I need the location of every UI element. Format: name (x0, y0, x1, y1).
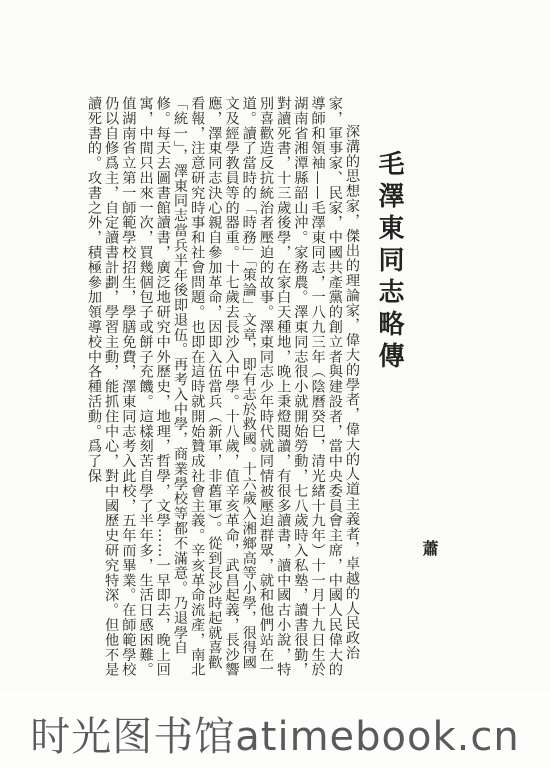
author-name: 蕭 (420, 540, 439, 556)
body-paragraph: 深溝的思想家，傑出的理論家，偉大的學者，偉大的人道主義者，卓越的人民政治家，軍事家、民家，中國共產黨的創立者與建設者，當中央委員會主席，中國人民偉大的導師和領袖——毛澤東同志，一八九三年（陰曆癸巳，清光緒十九年）十一月十九日生於湖南省湘潭縣韶山沖。家務農。澤東同志很小就開始勞動，七八歲時入私塾，讀書很勤，對讀死書，十三歲後學，在家白天種地，晚上秉燈閱讀，有很多讀書，讀中國古小說，特別喜歡造反抗統治者壓迫的故事。澤東同志少年時代就同情被壓迫群眾，就和他們站在一道。讀了當時的「時務」「策論」文章，即有志於救國。十六歲入湘鄉高等小學，很得國文及經學教員等的器重。十七歲去長沙入中學。十八歲，值辛亥革命，武昌起義，長沙響應，澤東同志決心親自參加革命，因即入伍當兵（新軍，非舊軍）。從到長沙時起就喜歡看報，注意研究時事和社會問題。也即在這時就開始贊成社會主義。辛亥革命流產，南北「統一」，澤東同志當兵半年後即退伍。再考入中學，商業學校等都不滿意。乃退學自修。每天去圖書館讀書，廣泛地研究中外歷史，地理，哲學，文學……一早即去，晚上回寓，中間只出來一次，買幾個包子或餅子充饑。這樣刻苦自學了半年多，生活日感困難。值湖南省立第一師範學校招生，學膳免費，澤東同志考入此校，五年而畢業。在師範學校仍以自修爲主，自定讀書計劃，學習主動，能抓住中心，對中國歷史研究特深。但他不是讀死書的。攻書之外，積極參加領導校中各種活動。爲了保 (85, 96, 360, 678)
watermark-banner: 时光图书馆atimebook.cn (30, 713, 520, 760)
article-title: 毛澤東同志略傳 (374, 150, 404, 374)
article-body (85, 96, 360, 678)
